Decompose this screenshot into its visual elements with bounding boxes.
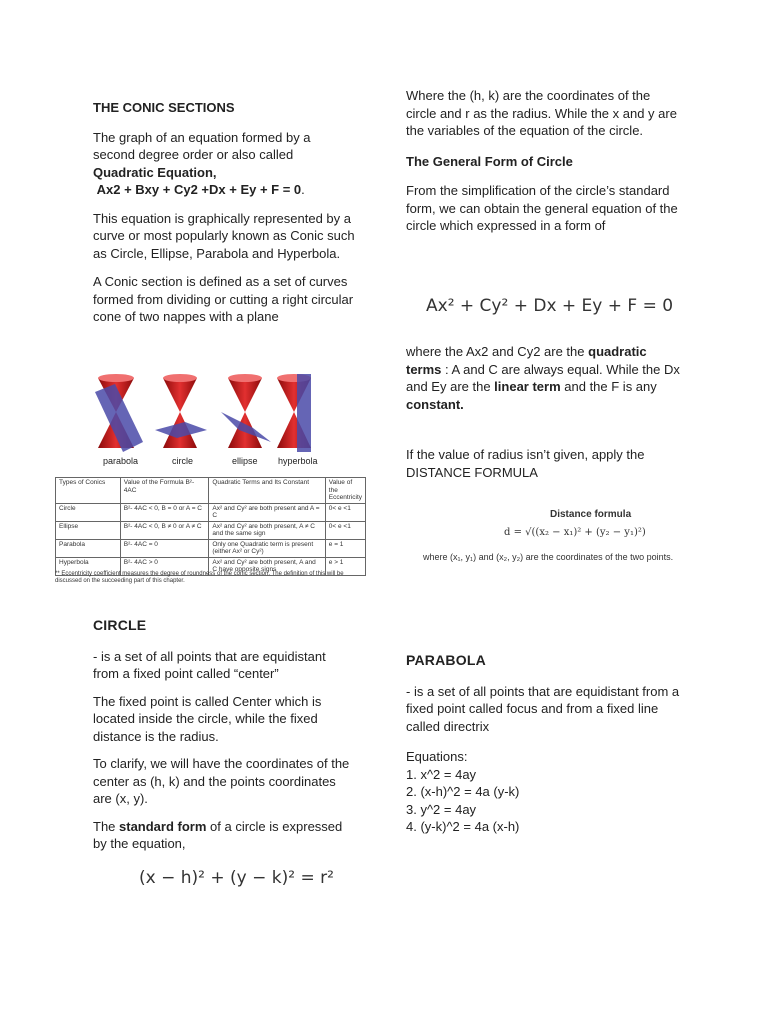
circle-coordinates-paragraph: To clarify, we will have the coordinates of the center as (h, k) and the points coordinates are (x, y). [93, 756, 350, 806]
distance-formula-title: Distance formula [550, 509, 632, 520]
equation-item: 1. x^2 = 4ay [406, 766, 477, 782]
cone-label-circle: circle [172, 456, 194, 466]
table-cell: Ellipse [56, 521, 121, 539]
intro-paragraph [93, 129, 355, 199]
table-cell: Ax² and Cy² are both present, A and C have opposite signs [209, 557, 325, 575]
equation-item: 4. (y-k)^2 = 4a (x-h) [406, 819, 520, 834]
graph-paragraph: This equation is graphically represented by a curve or most popularly known as Conic such as Circle, Ellipse, Parabola and Hyperbola. [93, 210, 355, 261]
quadratic-terms-label: quadratic terms [406, 344, 647, 377]
left-column [93, 99, 355, 326]
eccentricity-note: ** Eccentricity coefficient measures the degree of roundness of the conic section. The definition of this will be discussed on the succeeding part of this chapter. [55, 571, 344, 584]
text: of a circle is expressed by the equation, [93, 818, 343, 851]
table-cell: e > 1 [325, 557, 365, 575]
table-cell: B²- 4AC < 0, B ≠ 0 or A ≠ C [120, 521, 209, 539]
parabola-section [406, 652, 681, 836]
constant-label: constant. [406, 396, 464, 412]
table-cell: 0< e <1 [325, 521, 365, 539]
parabola-definition: - is a set of all points that are equidistant from a fixed point called focus and from a fixed line called directrix [406, 683, 680, 734]
parabola-cone-icon [95, 374, 143, 452]
circle-heading: CIRCLE [93, 617, 147, 633]
general-form-paragraph: From the simplification of the circle’s standard form, we can obtain the general equation of the circle which expressed in a form of [406, 183, 678, 233]
circle-section [93, 617, 355, 853]
cone-label-ellipse: ellipse [232, 456, 258, 466]
table-header-row [56, 478, 366, 504]
distance-formula: d = √((x₂ − x₁)² + (y₂ − y₁)²) [504, 527, 646, 538]
table-row [56, 521, 366, 539]
period: . [301, 182, 305, 197]
text: The [93, 818, 120, 834]
table-header: Value of the Eccentricity [325, 478, 365, 504]
standard-form-paragraph [93, 818, 355, 853]
table-cell: Circle [56, 503, 121, 521]
terms-paragraph [406, 343, 681, 413]
table-cell: Only one Quadratic term is present (either Ax² or Cy²) [209, 539, 325, 557]
distance-formula-intro: If the value of radius isn’t given, apply the DISTANCE FORMULA [406, 447, 645, 480]
table-cell: 0< e <1 [325, 503, 365, 521]
general-form-heading: The General Form of Circle [406, 153, 573, 169]
cone-label-hyperbola: hyperbola [278, 456, 318, 466]
table-header: Quadratic Terms and Its Constant [209, 478, 325, 504]
table-row [56, 503, 366, 521]
ellipse-cone-icon [221, 374, 271, 448]
table-cell: B²- 4AC = 0 [120, 539, 209, 557]
circle-cone-icon [155, 374, 207, 448]
equation-item: 3. y^2 = 4ay [406, 801, 477, 817]
intro-text: The graph of an equation formed by a second degree order or also called [93, 129, 311, 162]
equations-heading: Equations: [406, 749, 468, 764]
circle-definition: - is a set of all points that are equidistant from a fixed point called “center” [93, 648, 326, 681]
table-cell: Parabola [56, 539, 121, 557]
text: : A and C are always equal. While the Dx and Ey are the [406, 361, 680, 394]
table-cell: B²- 4AC < 0, B = 0 or A = C [120, 503, 209, 521]
hyperbola-cone-icon [277, 374, 311, 452]
table-cell: e = 1 [325, 539, 365, 557]
cone-label-parabola: parabola [103, 456, 139, 466]
terms-paragraph-block [406, 343, 681, 481]
distance-formula-note: where (x₁, y₁) and (x₂, y₂) are the coordinates of the two points. [423, 552, 674, 562]
table-cell: B²- 4AC > 0 [120, 557, 209, 575]
text: and the F is any [560, 379, 657, 394]
standard-form-label: standard form [119, 818, 207, 834]
table-header: Types of Conics [56, 478, 121, 504]
table-header: Value of the Formula B²- 4AC [120, 478, 209, 504]
equation-item: 2. (x-h)^2 = 4a (y-k) [406, 784, 520, 799]
linear-term-label: linear term [494, 379, 561, 394]
general-form-equation: Ax² + Cy² + Dx + Ey + F = 0 [426, 296, 674, 316]
conics-table [55, 477, 366, 576]
distance-formula-box [420, 506, 740, 564]
quadratic-equation: Ax2 + Bxy + Cy2 +Dx + Ey + F = 0 [96, 182, 302, 197]
right-column [406, 87, 681, 235]
parabola-heading: PARABOLA [406, 652, 486, 668]
radius-paragraph: Where the (h, k) are the coordinates of the circle and r as the radius. While the x and y are the variables of the equation of the circle. [406, 88, 677, 138]
circle-center-paragraph: The fixed point is called Center which is located inside the circle, while the fixed distance is the radius. [93, 693, 322, 744]
table-cell: Hyperbola [56, 557, 121, 575]
table-cell: Ax² and Cy² are both present and A = C [209, 503, 325, 521]
text: where the Ax2 and Cy2 are the [406, 344, 589, 359]
table-row [56, 539, 366, 557]
conic-definition: A Conic section is defined as a set of curves formed from dividing or cutting a right circular cone of two nappes with a plane [93, 274, 354, 324]
conic-sections-illustration [93, 372, 323, 468]
quadratic-equation-label: Quadratic Equation, [93, 164, 217, 180]
section-title: THE CONIC SECTIONS [93, 100, 235, 115]
standard-form-equation: (x − h)² + (y − k)² = r² [139, 868, 334, 888]
table-cell: Ax² and Cy² are both present, A ≠ C and the same sign [209, 521, 325, 539]
